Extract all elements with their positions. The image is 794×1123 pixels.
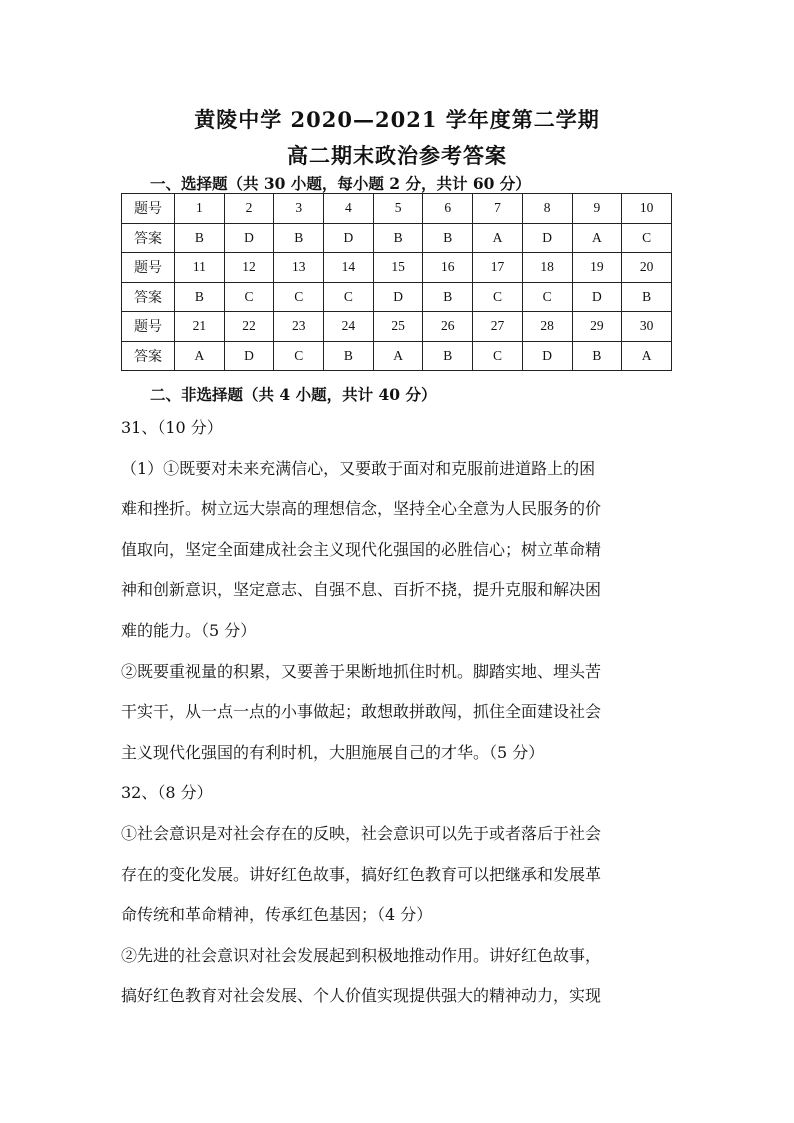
answer-cell: C <box>324 282 374 312</box>
text-line: 存在的变化发展。讲好红色故事，搞好红色教育可以把继承和发展革 <box>121 864 602 884</box>
text-line: 神和创新意识，坚定意志、自强不息、百折不挠，提升克服和解决困 <box>121 580 602 600</box>
question-number-cell: 27 <box>473 312 523 342</box>
question-number-cell: 5 <box>373 194 423 224</box>
question-number-cell: 13 <box>274 253 324 283</box>
answer-cell: B <box>423 223 473 253</box>
answer-cell: A <box>622 341 672 371</box>
question-number-cell: 20 <box>622 253 672 283</box>
text-line: ②既要重视量的积累，又要善于果断地抓住时机。脚踏实地、埋头苦 <box>121 661 602 681</box>
text-line: 干实干，从一点一点的小事做起；敢想敢拼敢闯，抓住全面建设社会 <box>121 702 602 722</box>
answer-cell: A <box>175 341 225 371</box>
answer-cell: B <box>175 282 225 312</box>
answer-cell: C <box>522 282 572 312</box>
row-label: 题号 <box>122 194 175 224</box>
answer-cell: B <box>274 223 324 253</box>
text-line: 搞好红色教育对社会发展、个人价值实现提供强大的精神动力，实现 <box>121 986 602 1006</box>
row-label: 题号 <box>122 312 175 342</box>
question-number-cell: 19 <box>572 253 622 283</box>
answer-text-body <box>121 408 681 1017</box>
text-line: 难和挫折。树立远大崇高的理想信念，坚持全心全意为人民服务的价 <box>121 499 602 519</box>
question-number-cell: 3 <box>274 194 324 224</box>
document-title: 黄陵中学 2020—2021 学年度第二学期 <box>194 107 600 132</box>
question-number-cell: 23 <box>274 312 324 342</box>
question-number-cell: 7 <box>473 194 523 224</box>
question-number-cell: 22 <box>224 312 274 342</box>
question-number-cell: 29 <box>572 312 622 342</box>
question-number-cell: 28 <box>522 312 572 342</box>
answer-row <box>122 282 672 312</box>
question-number-cell: 9 <box>572 194 622 224</box>
answer-cell: D <box>572 282 622 312</box>
answer-cell: C <box>622 223 672 253</box>
question-number-cell: 10 <box>622 194 672 224</box>
text-line: 难的能力。（5 分） <box>121 620 257 640</box>
question-number-cell: 11 <box>175 253 225 283</box>
answer-row <box>122 223 672 253</box>
question-number-cell: 21 <box>175 312 225 342</box>
question-number-row <box>122 312 672 342</box>
question-number-cell: 4 <box>324 194 374 224</box>
answer-row <box>122 341 672 371</box>
question-number-cell: 14 <box>324 253 374 283</box>
question-number-cell: 12 <box>224 253 274 283</box>
question-number-cell: 17 <box>473 253 523 283</box>
answer-cell: C <box>274 341 324 371</box>
answer-cell: A <box>473 223 523 253</box>
answer-table <box>121 193 672 371</box>
question-number-cell: 24 <box>324 312 374 342</box>
text-line: ②先进的社会意识对社会发展起到积极地推动作用。讲好红色故事， <box>121 945 602 965</box>
question-number-row <box>122 253 672 283</box>
question-number-cell: 2 <box>224 194 274 224</box>
row-label: 题号 <box>122 253 175 283</box>
row-label: 答案 <box>122 341 175 371</box>
answer-cell: D <box>522 341 572 371</box>
row-label: 答案 <box>122 223 175 253</box>
question-number-cell: 8 <box>522 194 572 224</box>
question-number-cell: 30 <box>622 312 672 342</box>
text-line: ①社会意识是对社会存在的反映，社会意识可以先于或者落后于社会 <box>121 823 602 843</box>
answer-cell: C <box>274 282 324 312</box>
answer-cell: C <box>473 282 523 312</box>
answer-cell: C <box>473 341 523 371</box>
document-subtitle: 高二期末政治参考答案 <box>287 143 507 168</box>
text-line: （1）①既要对未来充满信心，又要敢于面对和克服前进道路上的困 <box>121 458 596 478</box>
answer-cell: B <box>324 341 374 371</box>
text-line: 值取向，坚定全面建成社会主义现代化强国的必胜信心；树立革命精 <box>121 539 602 559</box>
answer-cell: D <box>324 223 374 253</box>
answer-cell: B <box>373 223 423 253</box>
row-label: 答案 <box>122 282 175 312</box>
question-number-cell: 1 <box>175 194 225 224</box>
answer-cell: A <box>373 341 423 371</box>
question-number-cell: 6 <box>423 194 473 224</box>
text-line: 命传统和革命精神，传承红色基因；（4 分） <box>121 905 433 925</box>
answer-cell: D <box>224 341 274 371</box>
question-number-cell: 18 <box>522 253 572 283</box>
answer-cell: D <box>373 282 423 312</box>
answer-cell: D <box>522 223 572 253</box>
question-number-cell: 15 <box>373 253 423 283</box>
section-heading-choice: 一、选择题（共 30 小题，每小题 2 分，共计 60 分） <box>150 174 531 193</box>
answer-cell: B <box>423 341 473 371</box>
answer-cell: D <box>224 223 274 253</box>
question-number-cell: 16 <box>423 253 473 283</box>
question-number-row <box>122 194 672 224</box>
question-number-cell: 26 <box>423 312 473 342</box>
question-number-cell: 25 <box>373 312 423 342</box>
text-line: 31、（10 分） <box>121 418 223 437</box>
text-line: 主义现代化强国的有利时机，大胆施展自己的才华。（5 分） <box>121 742 545 762</box>
text-line: 32、（8 分） <box>121 783 213 803</box>
answer-cell: B <box>175 223 225 253</box>
answer-cell: A <box>572 223 622 253</box>
answer-cell: C <box>224 282 274 312</box>
section-heading-nonchoice: 二、非选择题（共 4 小题，共计 40 分） <box>150 385 437 404</box>
answer-cell: B <box>622 282 672 312</box>
answer-cell: B <box>423 282 473 312</box>
answer-cell: B <box>572 341 622 371</box>
